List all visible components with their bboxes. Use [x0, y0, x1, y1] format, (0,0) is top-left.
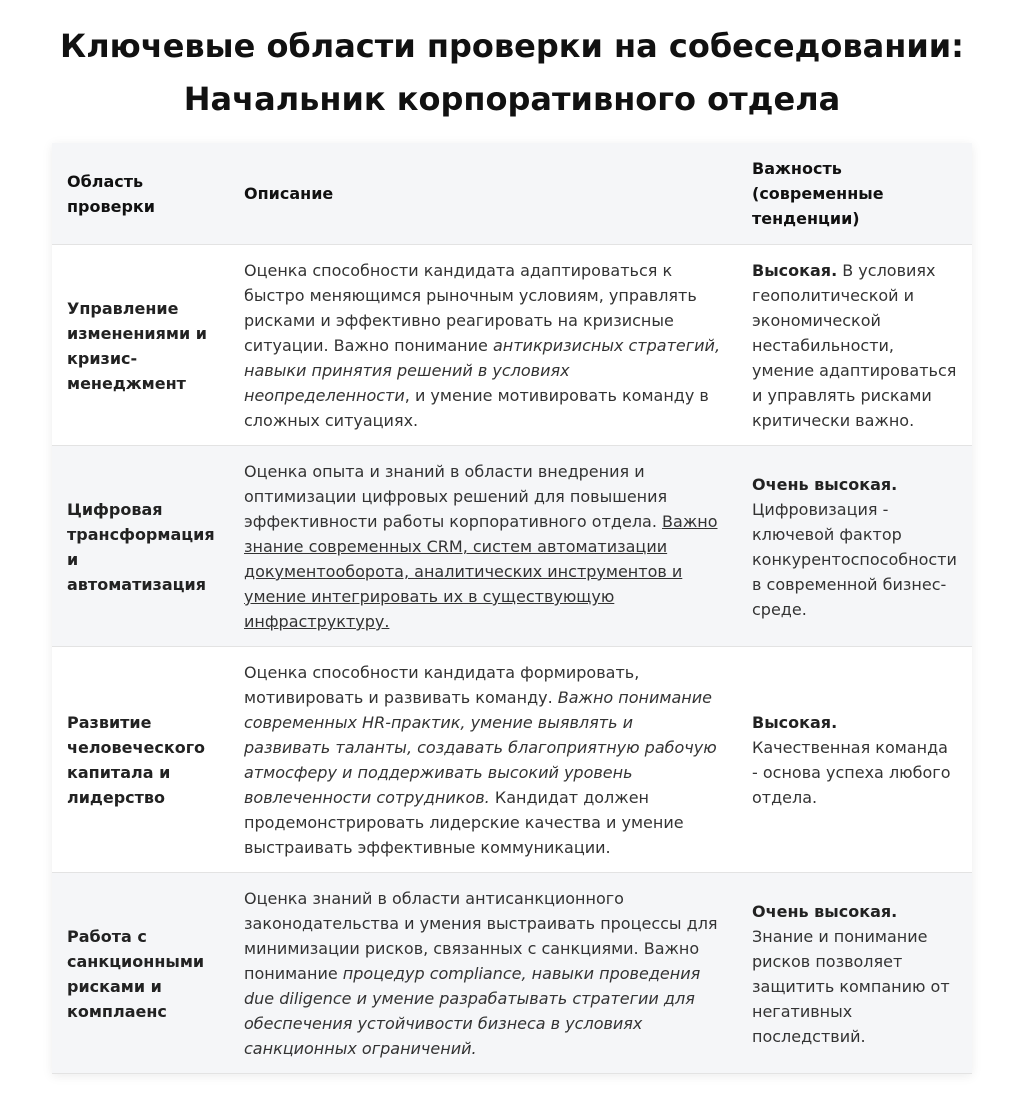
description-emphasis: процедур compliance, навыки проведения due diligence и умение разрабатывать стратегии для обеспечения устойчивости бизнеса в условиях санкционных ограничений. [244, 964, 701, 1058]
row-description [229, 446, 737, 647]
table-row [52, 647, 972, 873]
importance-level: Очень высокая. [752, 474, 898, 494]
description-text: Кандидат должен продемонстрировать лидерские качества и умение выстраивать эффективные коммуникации. [244, 788, 684, 857]
description-emphasis: антикризисных стратегий, навыки принятия решений в условиях неопределенности [244, 336, 721, 405]
page-title-line-2: Начальник корпоративного отдела [183, 80, 841, 118]
row-description [229, 647, 737, 873]
description-text: Оценка опыта и знаний в области внедрения и оптимизации цифровых решений для повышения эффективности работы корпоративного отдела. [244, 462, 668, 531]
table-row [52, 873, 972, 1074]
row-description [229, 245, 737, 446]
row-area: Цифровая трансформация и автоматизация [52, 446, 229, 647]
importance-text: Знание и понимание рисков позволяет защитить компанию от негативных последствий. [752, 926, 950, 1046]
description-underlined: Важно знание современных CRM, систем автоматизации документооборота, аналитических инструментов и умение интегрировать их в существующую инфраструктуру. [244, 512, 718, 631]
description-text: Оценка способности кандидата адаптироваться к быстро меняющимся рыночным условиям, управлять рисками и эффективно реагировать на кризисные ситуации. Важно понимание [244, 261, 697, 355]
header-area: Область проверки [52, 143, 229, 245]
header-description: Описание [229, 143, 737, 245]
importance-level: Высокая. [752, 713, 838, 732]
header-importance: Важность (современные тенденции) [737, 143, 972, 245]
importance-text: Качественная команда - основа успеха любого отдела. [752, 738, 951, 807]
table-row [52, 446, 972, 647]
row-area: Управление изменениями и кризис-менеджмент [52, 245, 229, 446]
description-text: Оценка способности кандидата формировать, мотивировать и развивать команду. [244, 663, 640, 707]
row-importance [737, 873, 972, 1074]
importance-text: Цифровизация - ключевой фактор конкурентоспособности в современной бизнес-среде. [752, 499, 957, 619]
description-text: Оценка знаний в области антисанкционного законодательства и умения выстраивать процессы для минимизации рисков, связанных с санкциями. Важно понимание [244, 889, 718, 983]
row-area: Работа с санкционными рисками и комплаенс [52, 873, 229, 1074]
description-emphasis: Важно понимание современных HR-практик, умение выявлять и развивать таланты, создавать благоприятную рабочую атмосферу и поддерживать высокий уровень вовлеченности сотрудников. [244, 688, 717, 807]
importance-level: Высокая. [752, 261, 838, 280]
importance-level: Очень высокая. [752, 901, 898, 921]
table-row [52, 245, 972, 446]
row-area: Развитие человеческого капитала и лидерство [52, 647, 229, 873]
row-importance [737, 446, 972, 647]
row-importance [737, 647, 972, 873]
page-title [0, 20, 1024, 126]
table-header-row [52, 143, 972, 245]
row-importance [737, 245, 972, 446]
interview-areas-table [52, 143, 972, 1074]
page-title-line-1: Ключевые области проверки на собеседовании: [60, 27, 964, 65]
description-text: , и умение мотивировать команду в сложных ситуациях. [244, 386, 709, 430]
importance-text: В условиях геополитической и экономической нестабильности, умение адаптироваться и управлять рисками критически важно. [752, 261, 957, 430]
row-description [229, 873, 737, 1074]
